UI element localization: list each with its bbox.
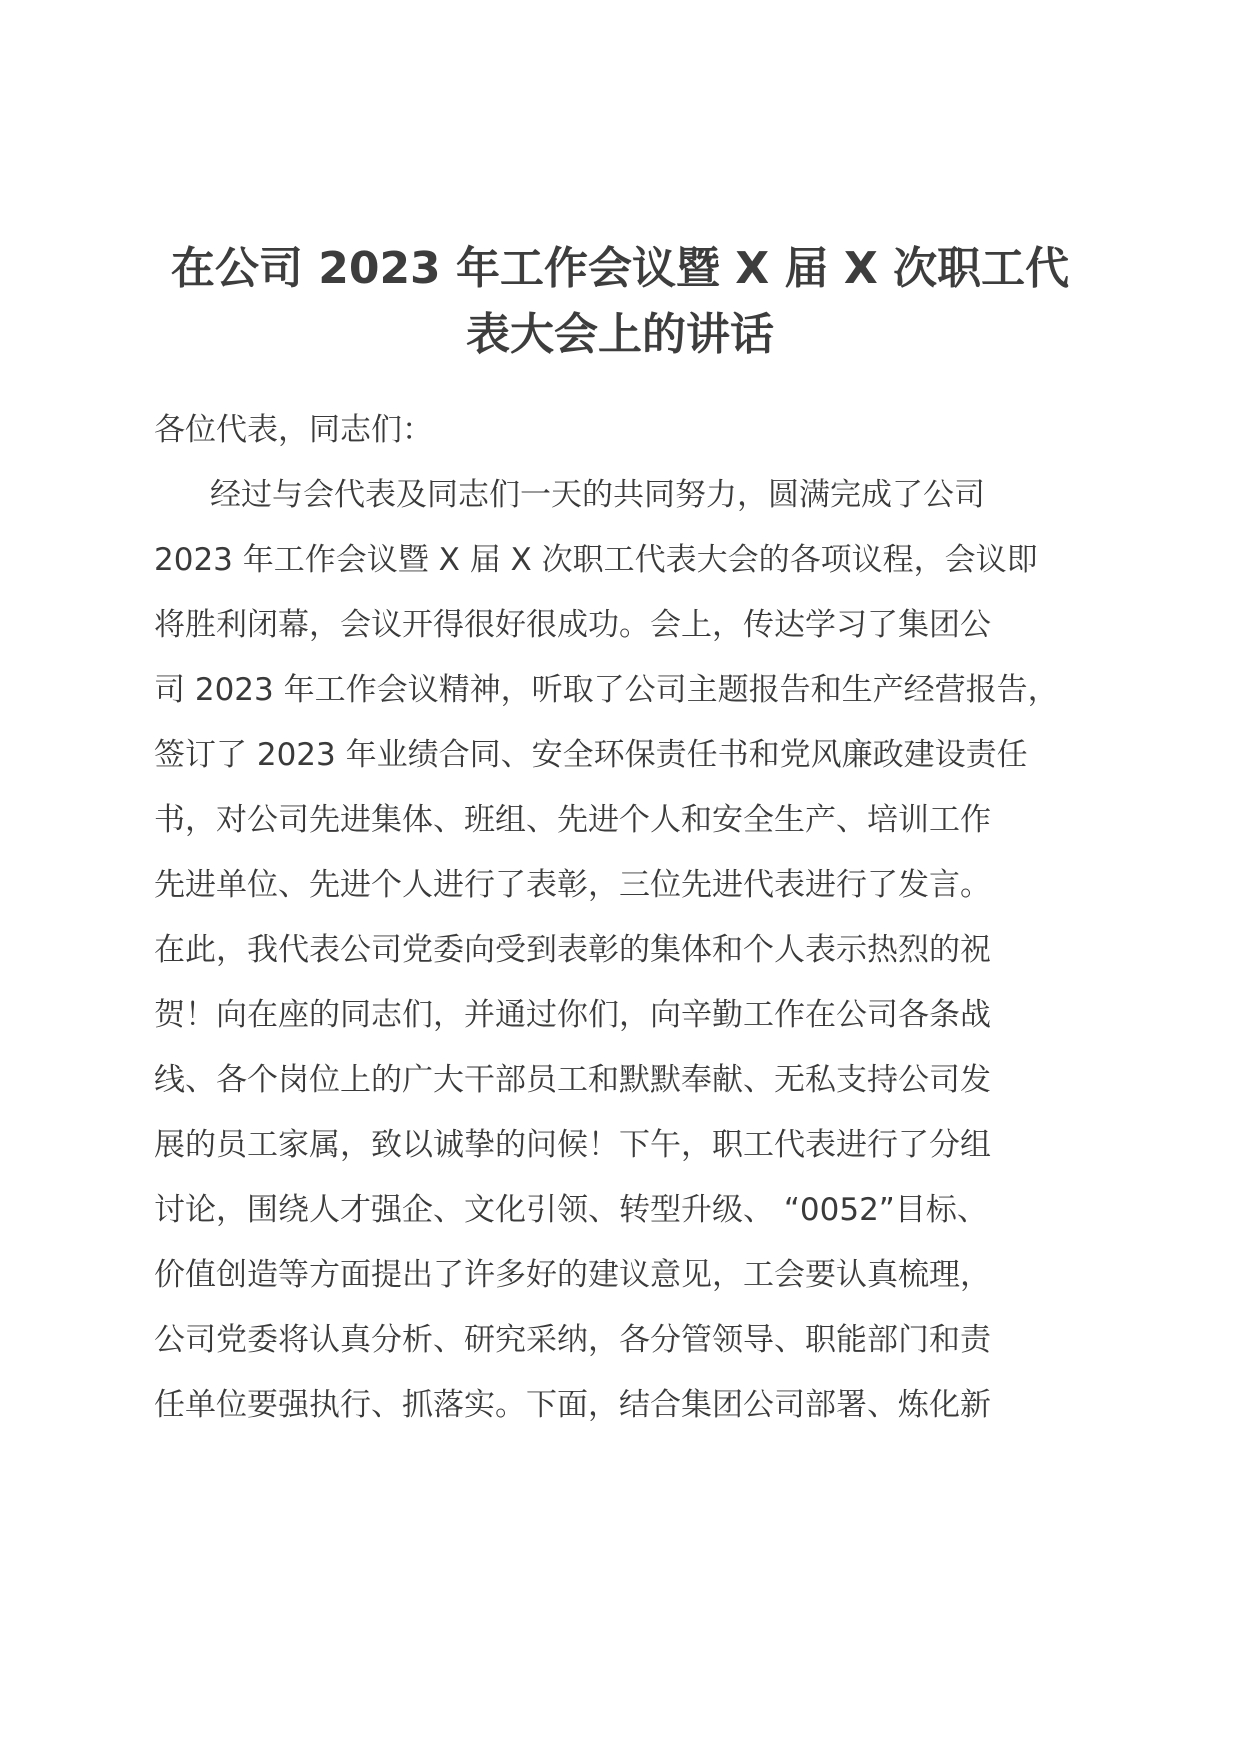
paragraph-line: 任单位要强执行、抓落实。下面，结合集团公司部署、炼化新 xyxy=(154,1387,991,1423)
salutation: 各位代表，同志们： xyxy=(154,412,433,448)
paragraph-line: 先进单位、先进个人进行了表彰，三位先进代表进行了发言。 xyxy=(154,867,991,903)
paragraph-line: 经过与会代表及同志们一天的共同努力，圆满完成了公司 xyxy=(210,477,985,513)
paragraph-line: 司 2023 年工作会议精神，听取了公司主题报告和生产经营报告， xyxy=(154,672,1059,708)
title-line: 表大会上的讲话 xyxy=(466,309,774,360)
paragraph-line: 在此，我代表公司党委向受到表彰的集体和个人表示热烈的祝 xyxy=(154,932,991,968)
paragraph-line: 将胜利闭幕，会议开得很好很成功。会上，传达学习了集团公 xyxy=(154,607,991,643)
paragraph-line: 线、各个岗位上的广大干部员工和默默奉献、无私支持公司发 xyxy=(154,1062,991,1098)
document-body xyxy=(154,398,1114,1438)
paragraph-line: 展的员工家属，致以诚挚的问候！下午，职工代表进行了分组 xyxy=(154,1127,991,1163)
document-title xyxy=(150,236,1090,368)
title-line: 在公司 2023 年工作会议暨 X 届 X 次职工代 xyxy=(170,243,1070,294)
paragraph-line: 2023 年工作会议暨 X 届 X 次职工代表大会的各项议程，会议即 xyxy=(154,542,1038,578)
paragraph-line: 讨论，围绕人才强企、文化引领、转型升级、 “0052”目标、 xyxy=(154,1192,988,1228)
paragraph-line: 公司党委将认真分析、研究采纳，各分管领导、职能部门和责 xyxy=(154,1322,991,1358)
paragraph-line: 书，对公司先进集体、班组、先进个人和安全生产、培训工作 xyxy=(154,802,991,838)
paragraph-line: 签订了 2023 年业绩合同、安全环保责任书和党风廉政建设责任 xyxy=(154,737,1028,773)
paragraph-line: 价值创造等方面提出了许多好的建议意见，工会要认真梳理， xyxy=(154,1257,991,1293)
paragraph-line: 贺！向在座的同志们，并通过你们，向辛勤工作在公司各条战 xyxy=(154,997,991,1033)
